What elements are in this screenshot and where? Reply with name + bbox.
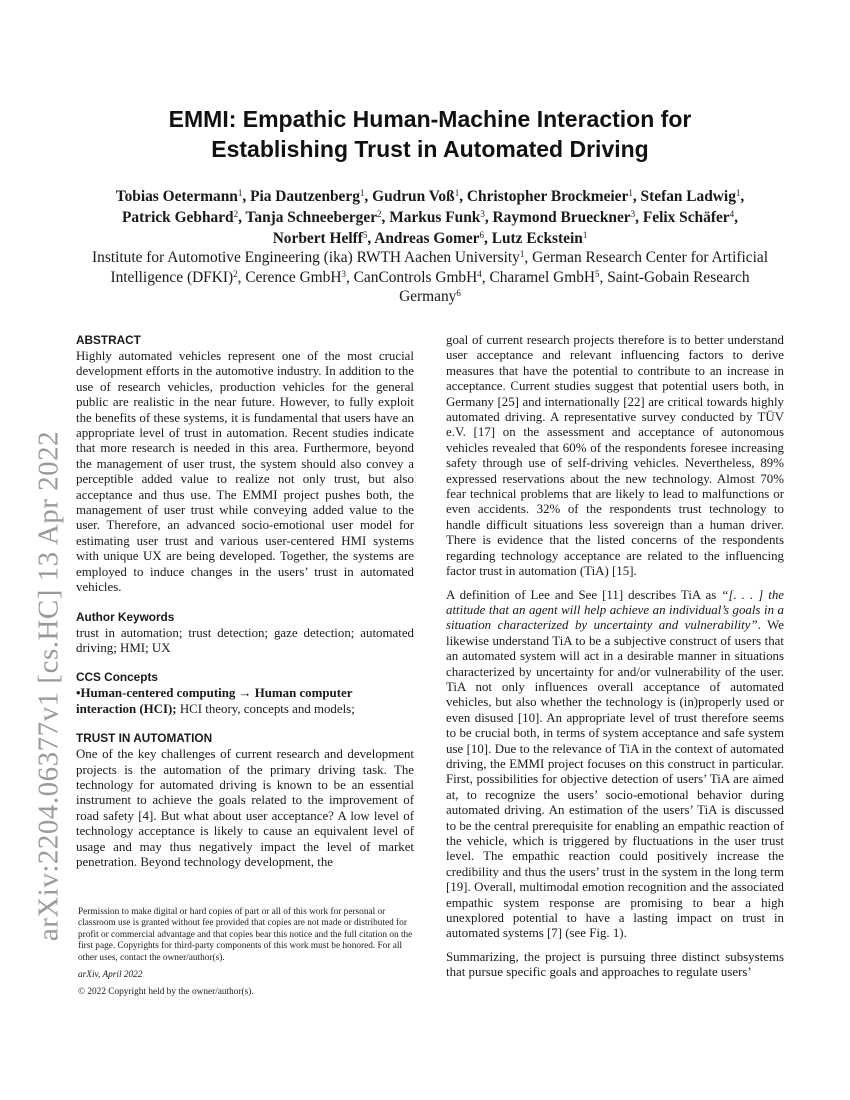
right-column	[446, 333, 784, 981]
affiliation-index: 5	[362, 230, 368, 240]
affiliation-index: 4	[729, 209, 735, 219]
author-name: Tobias Oetermann$^1$	[115, 188, 243, 205]
author-name: Gudrun Voß$^1$	[372, 188, 460, 205]
abstract-heading: ABSTRACT	[76, 333, 141, 347]
affiliation-index: 2	[233, 209, 239, 219]
venue-line: arXiv, April 2022	[78, 970, 143, 981]
affiliation-index: 6	[479, 230, 485, 240]
author-name: Tanja Schneeberger$^2$	[245, 209, 382, 226]
affiliation-index: 1	[628, 188, 633, 198]
author-line-1: Tobias Oetermann$^1$, Pia Dautzenberg$^1$, Gudrun Voß$^1$, Christopher Brockmeier$^1$, Stefan Ladwig$^1$,	[115, 188, 745, 205]
affiliation-index: 2	[377, 209, 382, 219]
author-name: Felix Schäfer$^4$	[642, 209, 735, 226]
affiliation-index: 1	[237, 188, 243, 198]
abstract-body: Highly automated vehicles represent one of the most crucial development efforts in the automotive industry. In addition to the use of research vehicles, production vehicles for the general public are realistic in the near future. However, to fully exploit the benefits of these systems, it is fundamental that users have an appropriate level of trust in automation. Recent studies indicate that more research is needed in this area. Furthermore, beyond the management of user trust, the system should also convey a perceptible added value to realize not only trust, but also acceptance and thus use. The EMMI project pushes both, the management of user trust while conveying added value to the user. Therefore, an advanced socio-emotional user model for estimating user trust and various user-centered HMI systems with unique UX are being developed. Together, the systems are employed to induce changes in the users’ trust in automated vehicles.	[76, 349, 414, 595]
copyright-footnote	[78, 907, 414, 999]
author-list	[80, 186, 780, 249]
author-name: Patrick Gebhard$^2$	[122, 209, 239, 226]
author-name: Norbert Helff$^5$	[272, 230, 368, 247]
copyright-line: © 2022 Copyright held by the owner/author(s).	[78, 987, 254, 998]
author-name: Stefan Ladwig$^1$	[640, 188, 741, 205]
author-name: Lutz Eckstein$^1$	[491, 230, 588, 247]
affiliation-index: 3	[630, 209, 636, 219]
ccs-body: •Human-centered computing → Human computer interaction (HCI); HCI theory, concepts and models;	[76, 686, 355, 716]
author-name: Raymond Brueckner$^3$	[492, 209, 636, 226]
author-name: Markus Funk$^3$	[389, 209, 485, 226]
affiliation: Institute for Automotive Engineering (ika) RWTH Aachen University$^1$	[92, 249, 525, 266]
keywords-heading: Author Keywords	[76, 609, 175, 624]
paragraph: Summarizing, the project is pursuing three distinct subsystems that pursue specific goals and approaches to regulate users’	[446, 949, 784, 980]
author-line-3: Norbert Helff$^5$, Andreas Gomer$^6$, Lutz Eckstein$^1$	[272, 230, 588, 247]
author-name: Andreas Gomer$^6$	[374, 230, 485, 247]
arxiv-identifier-stamp: arXiv:2204.06377v1 [cs.HC] 13 Apr 2022	[32, 430, 65, 942]
affiliation-index: 1	[582, 230, 588, 240]
author-line-2: Patrick Gebhard$^2$, Tanja Schneeberger$^2$, Markus Funk$^3$, Raymond Brueckner$^3$, Felix Schäfer$^4$,	[122, 209, 738, 226]
paragraph: A definition of Lee and See [11] describes TiA as “[. . . ] the attitude that an agent will help achieve an individual’s goals in a situation characterized by uncertainty and vulnerability”. We likewise understand TiA to be a subjective construct of users that an automated system will act in a desirable manner in situations characterized by uncertainty for and/or vulnerability of the user. TiA not only influences overall acceptance of automated vehicles, but also whether the technology is (in)properly used or even disused [10]. An appropriate level of trust therefore seems to be crucial both, in terms of system acceptance and safe system use [10]. Due to the relevance of TiA in the context of automated driving, the EMMI project focuses on this construct in particular. First, possibilities for objective detection of users’ TiA are aimed at, to recognize the users’ socio-emotional behavior during automated driving. An estimation of the users’ TiA is discussed to be the central prerequisite for enabling an empathic reaction of the vehicle, which is triggered by fluctuations in the user trust level. The empathic reaction could positively increase the credibility and thus the users’ trust in the system in the long term [19]. Overall, multimodal emotion recognition and the associated empathic system response are promising to bear a high unexplored potential to have a lasting impact on trust in automated systems [7] (see Fig. 1).	[446, 587, 784, 941]
left-column	[76, 333, 414, 870]
ccs-heading: CCS Concepts	[76, 670, 158, 685]
keywords-body: trust in automation; trust detection; gaze detection; automated driving; HMI; UX	[76, 625, 414, 655]
affiliation-list: Institute for Automotive Engineering (ika) RWTH Aachen University$^1$, German Research Center for Artificial Intelligence (DFKI)$^2$, Cerence GmbH$^3$, CanControls GmbH$^4$, Charamel GmbH$^5$, Saint-Gobain Research Germany$^6$	[92, 249, 768, 305]
affiliation-index: 1	[454, 188, 460, 198]
affiliation: German Research Center for Artificial Intelligence (DFKI)$^2$	[110, 249, 768, 286]
permission-notice: Permission to make digital or hard copies of part or all of this work for personal or classroom use is granted without fee provided that copies are not made or distributed for profit or commercial advantage and that copies bear this notice and the full citation on the first page. Copyrights for third-party components of this work must be honored. For all other uses, contact the owner/author(s).	[78, 907, 413, 963]
affiliation-index: 1	[359, 188, 365, 198]
author-name: Pia Dautzenberg$^1$	[250, 188, 365, 205]
trust-body: One of the key challenges of current research and development projects is the automation of the primary driving task. The technology for automated driving is known to be an essential instrument to achieve the goals related to the improvement of road safety [4]. But what about user acceptance? A low level of technology acceptance is likely to cause an equivalent level of usage and may thus negatively impact the level of market penetration. Beyond technology development, the	[76, 747, 414, 869]
affiliation: Charamel GmbH$^5$	[489, 268, 600, 286]
author-name: Christopher Brockmeier$^1$	[466, 188, 633, 205]
affiliation: Cerence GmbH$^3$	[245, 268, 346, 286]
affiliation-index: 1	[735, 188, 741, 198]
affiliation: Saint-Gobain Research Germany$^6$	[399, 268, 750, 305]
affiliation: CanControls GmbH$^4$	[353, 268, 482, 286]
trust-heading: TRUST IN AUTOMATION	[76, 731, 213, 746]
paper-title: EMMI: Empathic Human-Machine Interaction for Establishing Trust in Automated Driving	[168, 106, 692, 162]
affiliation-index: 3	[480, 209, 485, 219]
paragraph: goal of current research projects therefore is to better understand user acceptance and relevant influencing factors to derive measures that have the potential to contribute to an increase in acceptance. Current studies suggest that potential users both, in Germany [25] and internationally [22] are critical towards highly automated driving. A representative survey conducted by TÜV e.V. [17] on the assessment and acceptance of autonomous vehicles revealed that 60% of the respondents foresee increasing safety through use of self-driving vehicles. Nevertheless, 89% expressed reservations about the new technology. Almost 70% fear technical problems that are likely to lead to malfunctions or even accidents. 32% of the respondents trust technology to handle difficult situations less sovereign than a human driver. There is evidence that the listed concerns of the respondents regarding technology acceptance are related to the influencing factor trust in automation (TiA) [15].	[446, 333, 784, 579]
